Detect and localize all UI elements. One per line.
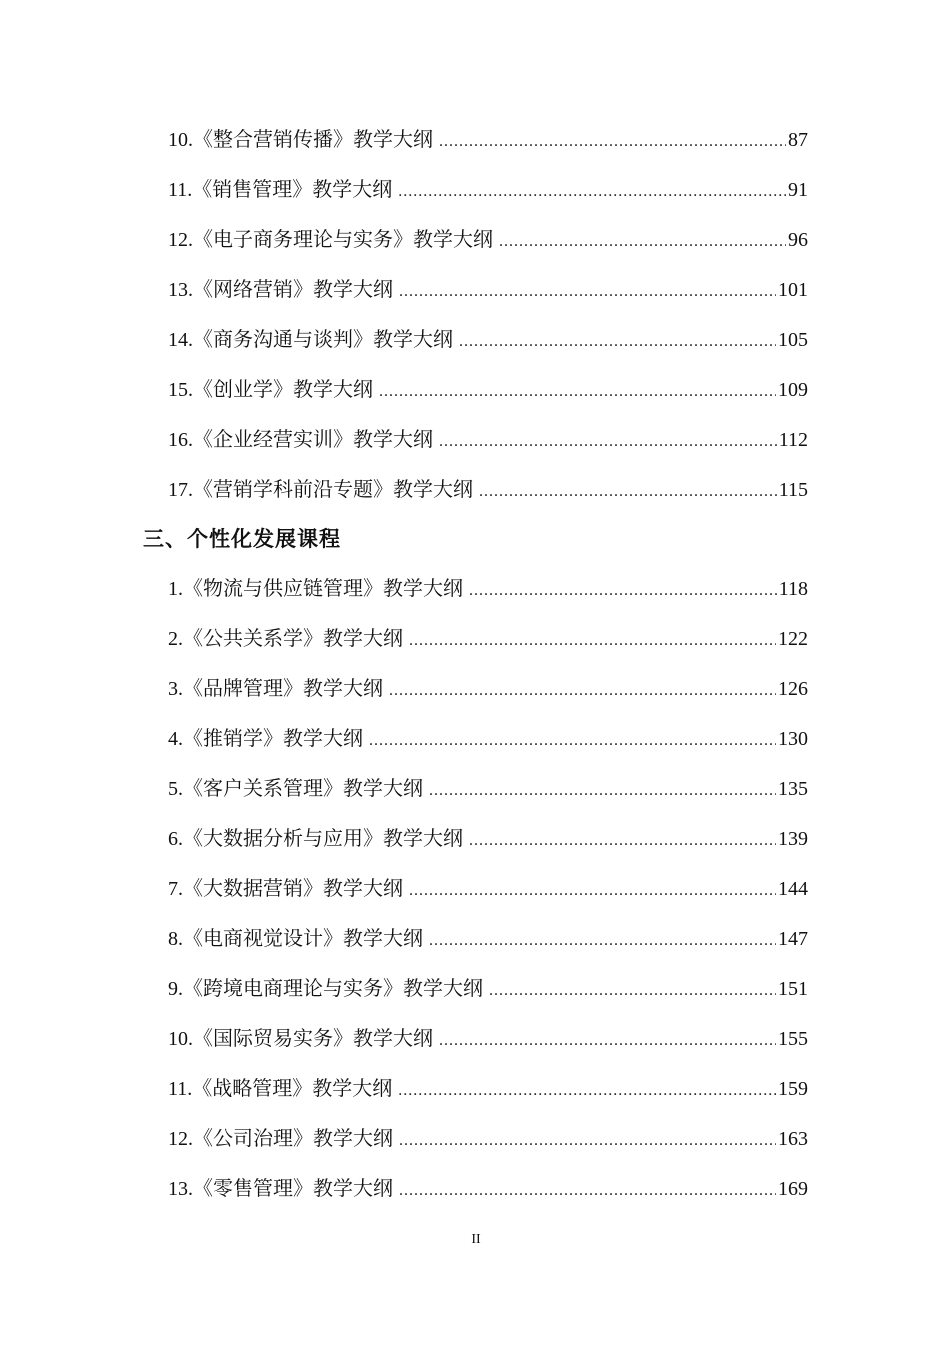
page-number: II [471,1232,481,1247]
dot-leader [469,826,776,856]
dot-leader [399,1176,776,1206]
toc-entry-title: 12.《公司治理》教学大纲 [168,1128,393,1150]
dot-leader [439,127,786,157]
dot-leader [479,477,777,507]
dot-leader [499,227,786,257]
toc-entry[interactable] [168,225,808,255]
dot-leader [459,327,776,357]
toc-entry-page: 169 [778,1178,808,1200]
toc-entry-title: 11.《销售管理》教学大纲 [168,179,393,201]
toc-entry-title: 11.《战略管理》教学大纲 [168,1078,393,1100]
dot-leader [469,576,777,606]
toc-entry-page: 112 [778,429,808,451]
toc-entry-page: 109 [778,379,808,401]
toc-entry[interactable] [168,375,808,405]
toc-entry-title: 17.《营销学科前沿专题》教学大纲 [168,479,473,501]
dot-leader [409,876,776,906]
toc-entry-page: 126 [778,678,808,700]
toc-entry-title: 13.《网络营销》教学大纲 [168,279,393,301]
toc-entry-title: 7.《大数据营销》教学大纲 [168,878,403,900]
toc-entry-page: 139 [778,828,808,850]
toc-entry-title: 10.《国际贸易实务》教学大纲 [168,1028,433,1050]
toc-entry[interactable] [168,724,808,754]
toc-entry-title: 2.《公共关系学》教学大纲 [168,628,403,650]
toc-entry[interactable] [168,325,808,355]
dot-leader [398,1076,776,1106]
toc-entry[interactable] [168,1174,808,1204]
dot-leader [389,676,776,706]
toc-entry-page: 91 [788,179,808,201]
dot-leader [439,1026,776,1056]
toc-entry-page: 122 [778,628,808,650]
toc-entry-title: 15.《创业学》教学大纲 [168,379,373,401]
dot-leader [369,726,776,756]
toc-entry[interactable] [168,674,808,704]
toc-entry[interactable] [168,574,808,604]
toc-entry-page: 96 [788,229,808,251]
toc-entry-page: 118 [778,578,808,600]
toc-entry[interactable] [168,624,808,654]
toc-entry-page: 155 [778,1028,808,1050]
section-heading[interactable]: 三、个性化发展课程 [143,527,341,551]
toc-entry-page: 147 [778,928,808,950]
toc-entry[interactable] [168,924,808,954]
toc-entry-page: 151 [778,978,808,1000]
toc-entry-title: 8.《电商视觉设计》教学大纲 [168,928,423,950]
dot-leader [429,926,776,956]
toc-entry[interactable] [168,774,808,804]
toc-entry-title: 6.《大数据分析与应用》教学大纲 [168,828,463,850]
toc-entry-title: 5.《客户关系管理》教学大纲 [168,778,423,800]
toc-entry[interactable] [168,1024,808,1054]
toc-entry[interactable] [168,475,808,505]
toc-entry-title: 13.《零售管理》教学大纲 [168,1178,393,1200]
toc-entry-title: 3.《品牌管理》教学大纲 [168,678,383,700]
toc-entry-title: 4.《推销学》教学大纲 [168,728,363,750]
dot-leader [399,1126,776,1156]
toc-entry-page: 101 [778,279,808,301]
toc-entry-title: 9.《跨境电商理论与实务》教学大纲 [168,978,483,1000]
toc-entry[interactable] [168,1074,808,1104]
dot-leader [409,626,776,656]
toc-entry[interactable] [168,125,808,155]
toc-entry-page: 87 [788,129,808,151]
toc-entry-page: 144 [778,878,808,900]
toc-entry[interactable] [168,1124,808,1154]
toc-entry-title: 14.《商务沟通与谈判》教学大纲 [168,329,453,351]
toc-entry-page: 159 [778,1078,808,1100]
toc-entry[interactable] [168,425,808,455]
toc-entry[interactable] [168,275,808,305]
toc-entry-page: 115 [778,479,808,501]
toc-entry-title: 12.《电子商务理论与实务》教学大纲 [168,229,493,251]
dot-leader [379,377,776,407]
toc-entry-title: 10.《整合营销传播》教学大纲 [168,129,433,151]
dot-leader [399,277,776,307]
toc-entry-page: 105 [778,329,808,351]
toc-entry-page: 130 [778,728,808,750]
toc-entry[interactable] [168,874,808,904]
dot-leader [398,177,786,207]
toc-entry[interactable] [168,974,808,1004]
toc-entry-page: 135 [778,778,808,800]
dot-leader [489,976,776,1006]
toc-entry-page: 163 [778,1128,808,1150]
toc-entry[interactable] [168,175,808,205]
dot-leader [439,427,777,457]
toc-entry-title: 16.《企业经营实训》教学大纲 [168,429,433,451]
toc-entry-title: 1.《物流与供应链管理》教学大纲 [168,578,463,600]
toc-entry[interactable] [168,824,808,854]
dot-leader [429,776,776,806]
